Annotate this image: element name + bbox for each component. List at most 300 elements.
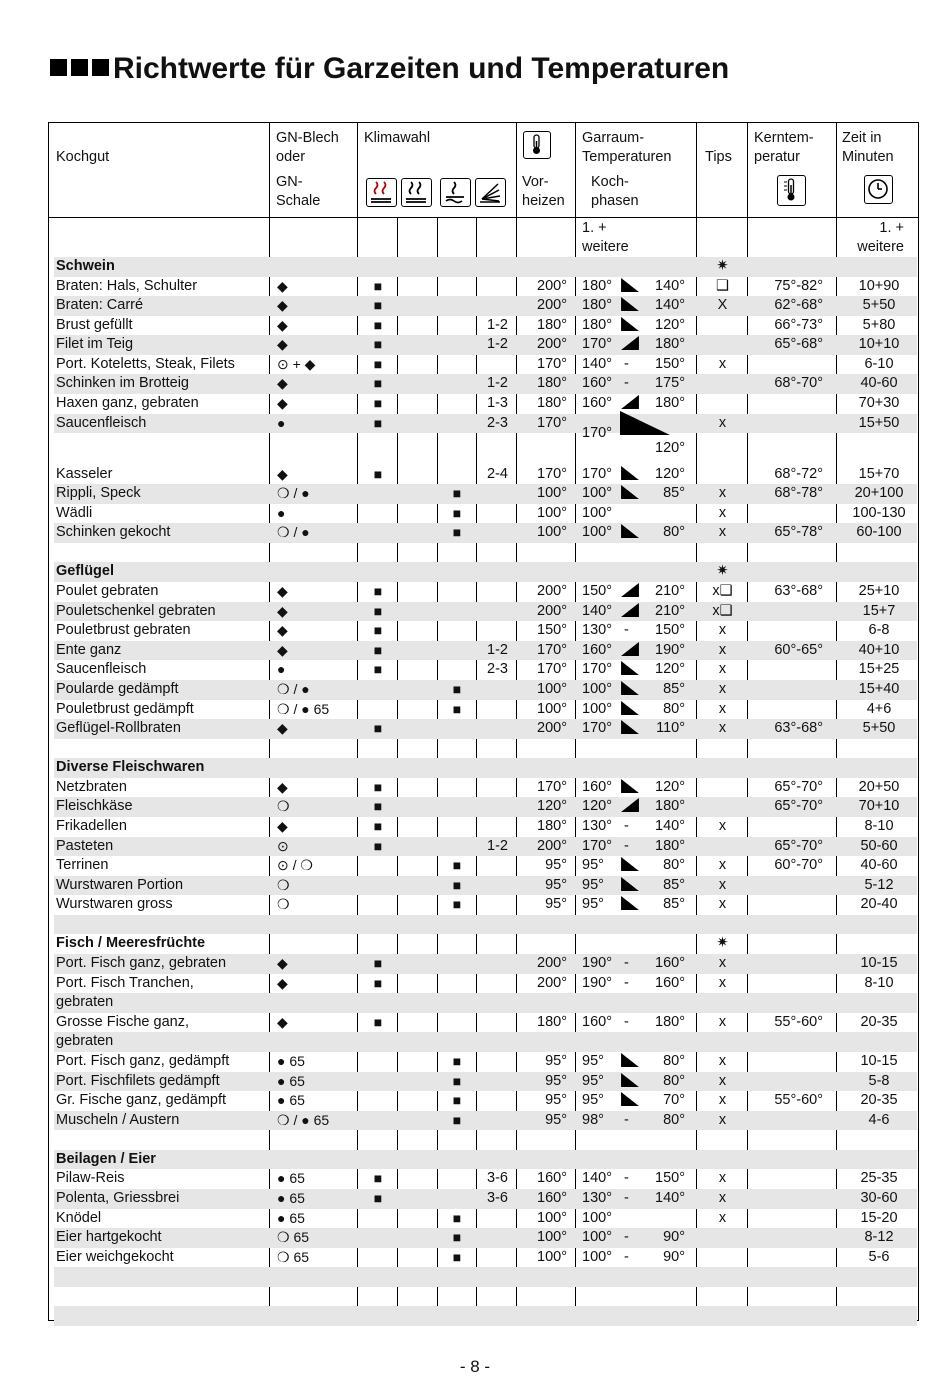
row-tip: x❑ [712,602,733,619]
row-tip: x [718,974,727,991]
row-zeit: 8-12 [864,1229,894,1246]
row-klima-stufe: 2-4 [487,465,508,482]
row-vorheizen: 95° [545,1111,567,1128]
row-gn-symbol: ❍ / ● [277,524,310,541]
row-tip: x [718,1092,727,1109]
row-kerntemperatur: 65°-70° [774,798,823,815]
row-kochgut: Ente ganz [56,641,122,658]
row-ramp [620,1091,640,1111]
row-temp-start: 160° [582,395,612,412]
row-klima-stufe: 2-3 [487,414,508,431]
row-temp-end: 85° [663,485,685,502]
row-ramp [620,660,640,680]
row-gn-symbol: ● 65 [277,1170,305,1187]
row-temp-start: 98° [582,1111,604,1128]
row-temp-end: 120° [655,439,685,456]
row-klima-symbol: ■ [373,641,383,658]
row-temp-start: 170° [582,720,612,737]
row-temp-end: 85° [663,680,685,697]
row-temp-dash: - [624,1111,629,1128]
header-garraum: Garraum- [582,130,645,146]
row-vorheizen: 100° [537,485,567,502]
subheader-zeit: weitere [857,239,904,255]
row-gn-symbol: ● [277,661,286,678]
row-vorheizen: 180° [537,817,567,834]
thermometer-icon [523,131,551,159]
row-vorheizen: 170° [537,414,567,431]
row-stripe [54,915,917,935]
ramp-down-icon [620,277,640,293]
row-temp-start: 160° [582,778,612,795]
row-kerntemperatur: 68°-70° [774,375,823,392]
row-temp-end: 175° [655,375,685,392]
row-kochgut: Eier hartgekocht [56,1229,162,1246]
ramp-down-icon [620,660,640,676]
row-vorheizen: 200° [537,583,567,600]
row-kochgut: Pouletbrust gebraten [56,622,191,639]
row-temp-start: 100° [582,504,612,521]
row-zeit: 70+10 [858,798,900,815]
row-vorheizen: 170° [537,465,567,482]
row-tip: ❑ [716,277,729,294]
row-temp-start: 140° [582,1170,612,1187]
row-klima-symbol: ■ [452,504,462,521]
row-kochgut: Port. Fischfilets gedämpft [56,1072,220,1089]
ramp-down-icon [620,700,640,716]
row-vorheizen: 95° [545,876,567,893]
row-vorheizen: 170° [537,661,567,678]
row-zeit: 20-40 [860,896,898,913]
row-kerntemperatur: 65°-70° [774,778,823,795]
header-kochphasen: Koch- [591,174,629,190]
row-ramp [620,1072,640,1092]
row-zeit: 25+10 [858,583,900,600]
row-ramp [620,1052,640,1072]
ramp-up-icon [620,335,640,351]
row-kochgut: gebraten [56,1033,114,1050]
row-tip: x [718,720,727,737]
row-ramp [620,778,640,798]
row-kerntemperatur: 75°-82° [774,277,823,294]
row-temp-end: 150° [655,355,685,372]
row-klima-symbol: ■ [373,355,383,372]
row-zeit: 15+50 [858,414,900,431]
row-vorheizen: 180° [537,316,567,333]
row-zeit: 4+6 [866,700,892,717]
row-klima-symbol: ■ [373,414,383,431]
row-kochgut: Haxen ganz, gebraten [56,395,199,412]
ramp-down-icon [620,778,640,794]
row-kerntemperatur: 68°-78° [774,485,823,502]
ramp-down-icon [620,719,640,735]
row-temp-dash: - [624,355,629,372]
row-klima-symbol: ■ [373,798,383,815]
row-temp-end: 120° [655,465,685,482]
row-zeit: 5+80 [862,316,896,333]
row-tip: x [718,641,727,658]
row-temp-start: 100° [582,1209,612,1226]
row-tip: x [718,876,727,893]
row-ramp [620,856,640,876]
row-klima-symbol: ■ [373,817,383,834]
row-stripe [54,1228,917,1248]
row-kochgut: Pouletschenkel gebraten [56,602,216,619]
row-temp-start: 95° [582,896,604,913]
row-kochgut: Fleischkäse [56,798,133,815]
row-vorheizen: 100° [537,524,567,541]
row-kerntemperatur: 65°-70° [774,837,823,854]
row-temp-dash: - [624,974,629,991]
row-temp-start: 130° [582,1190,612,1206]
row-temp-end: 110° [656,720,685,737]
header-kerntemperatur: peratur [754,149,800,165]
row-tip: x [718,414,727,431]
ramp-up-icon [620,394,640,410]
row-temp-end: 80° [663,700,685,717]
row-zeit: 8-10 [864,974,894,991]
row-gn-symbol: ◆ [277,277,288,294]
row-ramp [619,410,671,443]
row-temp-end: 210° [655,602,685,619]
row-tip: x [718,955,727,972]
row-temp-end: 180° [655,837,685,854]
row-temp-start: 140° [582,602,612,619]
row-tip: ✷ [716,563,729,580]
ramp-down-icon [620,1091,640,1107]
row-temp-dash: - [624,955,629,972]
row-ramp [620,680,640,700]
row-temp-start: 95° [582,1052,604,1069]
row-ramp [620,602,640,622]
ramp-up-icon [620,582,640,598]
row-zeit: 40-60 [860,857,898,874]
row-temp-start: 170° [582,336,612,353]
row-klima-symbol: ■ [452,680,462,697]
ramp-down-icon [620,1052,640,1068]
row-stripe [54,1150,917,1170]
row-tip: x [718,485,727,502]
ramp-down-icon [620,296,640,312]
row-kochgut: Polenta, Griessbrei [56,1190,180,1206]
row-temp-start: 100° [582,1248,612,1265]
row-kochgut: Wurstwaren gross [56,896,173,913]
row-gn-symbol: ◆ [277,602,288,619]
row-vorheizen: 180° [537,1013,567,1030]
row-kochgut: Braten: Hals, Schulter [56,277,198,294]
row-klima-symbol: ■ [373,661,383,678]
row-zeit: 10-15 [860,955,898,972]
row-stripe [54,680,917,700]
row-temp-start: 100° [582,1229,612,1246]
page-number: - 8 - [459,1357,491,1376]
row-kochgut: Saucenfleisch [56,661,147,678]
row-kochgut: Poulet gebraten [56,583,159,600]
row-temp-dash: - [624,622,629,639]
row-temp-end: 180° [655,1013,685,1030]
row-stripe [54,876,917,896]
row-temp-start: 160° [582,375,612,392]
row-temp-dash: - [624,375,629,392]
row-klima-symbol: ■ [452,700,462,717]
row-kochgut: Muscheln / Austern [56,1111,180,1128]
row-gn-symbol: ◆ [277,375,288,392]
row-kochgut: Port. Koteletts, Steak, Filets [56,355,235,372]
row-klima-symbol: ■ [452,485,462,502]
header-kochphasen: phasen [591,193,639,209]
row-tip: x [718,700,727,717]
row-gn-symbol: ◆ [277,297,288,314]
row-zeit: 20+100 [854,485,904,502]
row-kochgut: gebraten [56,994,114,1011]
header-gn: Schale [276,193,321,209]
row-tip: x [718,857,727,874]
row-temp-start: 95° [582,857,604,874]
row-tip: x [718,1013,727,1030]
row-zeit: 5-6 [868,1248,890,1265]
row-temp-start: 170° [582,465,612,482]
row-temp-start: 170° [582,661,612,678]
row-zeit: 10+10 [858,336,900,353]
row-temp-dash: - [624,1248,629,1265]
row-kerntemperatur: 63°-68° [774,583,823,600]
row-kerntemperatur: 55°-60° [774,1092,823,1109]
row-kochgut: Wädli [56,504,93,521]
row-kochgut: Geflügel-Rollbraten [56,720,181,737]
row-zeit: 5-12 [864,876,894,893]
row-klima-symbol: ■ [373,336,383,353]
row-klima-stufe: 1-2 [487,336,508,353]
row-zeit: 100-130 [852,504,906,521]
row-gn-symbol: ❍ / ● 65 [277,700,330,717]
ramp-down-icon [620,1072,640,1088]
row-temp-start: 120° [582,798,612,815]
row-ramp [620,876,640,896]
row-klima-symbol: ■ [373,955,383,972]
ramp-up-icon [620,602,640,618]
row-tip: x [718,504,727,521]
row-kochgut: Pasteten [56,837,114,854]
row-kerntemperatur: 55°-60° [774,1013,823,1030]
row-klima-stufe: 1-2 [487,375,508,392]
row-zeit: 40+10 [858,641,900,658]
row-zeit: 15-20 [860,1209,898,1226]
row-gn-symbol: ◆ [277,465,288,482]
row-gn-symbol: ◆ [277,641,288,658]
row-tip: ✷ [716,935,729,952]
row-klima-symbol: ■ [373,1170,383,1187]
row-kochgut: Grosse Fische ganz, [56,1013,189,1030]
row-klima-symbol: ■ [452,1248,462,1265]
row-klima-symbol: ■ [452,1209,462,1226]
row-gn-symbol: ● 65 [277,1190,305,1206]
row-zeit: 40-60 [860,375,898,392]
row-gn-symbol: ❍ [277,896,290,913]
clock-icon [864,175,893,204]
row-tip: x [718,680,727,697]
cooking-table [48,122,919,1321]
row-ramp [620,582,640,602]
row-temp-start: 160° [582,641,612,658]
row-zeit: 20+50 [858,778,900,795]
row-zeit: 6-8 [868,622,890,639]
row-kochgut: Saucenfleisch [56,414,147,431]
row-klima-stufe: 1-2 [487,641,508,658]
row-vorheizen: 200° [537,720,567,737]
row-temp-end: 70° [663,1092,685,1109]
row-vorheizen: 200° [537,277,567,294]
row-ramp [620,895,640,915]
row-tip: x [718,1209,727,1226]
row-klima-symbol: ■ [373,837,383,854]
row-kochgut: Poularde gedämpft [56,680,179,697]
row-vorheizen: 120° [537,798,567,815]
subheader-kochphasen: weitere [582,239,629,255]
header-kochgut: Kochgut [56,149,110,165]
row-ramp [620,296,640,316]
row-temp-start: 150° [582,583,612,600]
ramp-down-icon [620,523,640,539]
row-zeit: 30-60 [860,1190,898,1206]
row-vorheizen: 180° [537,375,567,392]
header-tips: Tips [705,149,732,165]
row-ramp [620,641,640,661]
row-gn-symbol: ❍ [277,798,290,815]
header-vorheizen: heizen [522,193,565,209]
ramp-up-icon [620,641,640,657]
row-klima-stufe: 1-2 [487,837,508,854]
row-temp-dash: - [624,1170,629,1187]
row-temp-end: 180° [655,336,685,353]
row-klima-symbol: ■ [452,1052,462,1069]
row-temp-end: 190° [655,641,685,658]
row-klima-symbol: ■ [373,778,383,795]
row-klima-symbol: ■ [373,395,383,412]
row-kochgut: Eier weichgekocht [56,1248,174,1265]
row-klima-symbol: ■ [452,876,462,893]
row-temp-end: 180° [655,395,685,412]
row-kochgut: Wurstwaren Portion [56,876,184,893]
row-zeit: 10-15 [860,1052,898,1069]
row-klima-symbol: ■ [373,602,383,619]
row-zeit: 20-35 [860,1092,898,1109]
row-vorheizen: 95° [545,857,567,874]
row-vorheizen: 95° [545,1052,567,1069]
row-temp-end: 210° [655,583,685,600]
row-temp-end: 160° [655,955,685,972]
row-kochgut: Port. Fisch ganz, gebraten [56,955,227,972]
ramp-up-icon [620,797,640,813]
row-ramp [620,484,640,504]
row-vorheizen: 95° [545,896,567,913]
steam-heat-icon [366,178,397,207]
row-klima-symbol: ■ [373,297,383,314]
row-stripe [54,562,917,582]
row-ramp [620,316,640,336]
row-tip: x [718,896,727,913]
row-kerntemperatur: 68°-72° [774,465,823,482]
row-kochgut: Rippli, Speck [56,485,141,502]
row-temp-end: 90° [663,1229,685,1246]
row-tip: x [718,355,727,372]
row-vorheizen: 100° [537,680,567,697]
row-stripe [54,1032,917,1052]
row-ramp [620,523,640,543]
row-klima-symbol: ■ [452,1072,462,1089]
row-gn-symbol: ● [277,504,286,521]
row-klima-stufe: 3-6 [487,1190,508,1206]
ramp-down-icon [620,465,640,481]
row-gn-symbol: ● [277,414,286,431]
ramp-down-icon [620,316,640,332]
section-heading: Diverse Fleischwaren [56,759,205,776]
row-kochgut: Netzbraten [56,778,127,795]
row-gn-symbol: ◆ [277,622,288,639]
row-kochgut: Schinken gekocht [56,524,171,541]
row-klima-symbol: ■ [373,583,383,600]
row-klima-symbol: ■ [373,316,383,333]
row-kerntemperatur: 62°-68° [774,297,823,314]
row-temp-start: 190° [582,955,612,972]
ramp-down-icon [620,876,640,892]
row-temp-dash: - [624,1013,629,1030]
row-vorheizen: 100° [537,1209,567,1226]
row-vorheizen: 100° [537,1248,567,1265]
row-temp-start: 180° [582,297,612,314]
row-gn-symbol: ◆ [277,316,288,333]
row-temp-start: 170° [582,424,612,441]
row-vorheizen: 200° [537,837,567,854]
row-kochgut: Schinken im Brotteig [56,375,189,392]
row-gn-symbol: ❍ / ● [277,680,310,697]
header-vorheizen: Vor- [522,174,549,190]
row-temp-start: 140° [582,355,612,372]
row-kochgut: Port. Fisch Tranchen, [56,974,194,991]
header-gn: oder [276,149,306,165]
row-gn-symbol: ● 65 [277,1209,305,1226]
row-temp-end: 80° [663,857,685,874]
row-temp-end: 140° [655,1190,685,1206]
row-gn-symbol: ◆ [277,974,288,991]
row-tip: X [717,297,728,314]
row-temp-start: 180° [582,277,612,294]
row-kochgut: Kasseler [56,465,113,482]
row-temp-end: 90° [663,1248,685,1265]
row-vorheizen: 200° [537,297,567,314]
row-vorheizen: 150° [537,622,567,639]
row-stripe [54,993,917,1013]
row-vorheizen: 200° [537,955,567,972]
row-kochgut: Frikadellen [56,817,127,834]
row-gn-symbol: ❍ / ● 65 [277,1111,330,1128]
row-temp-end: 80° [663,1072,685,1089]
row-vorheizen: 170° [537,641,567,658]
header-gn: GN- [276,174,303,190]
row-gn-symbol: ◆ [277,720,288,737]
section-heading: Beilagen / Eier [56,1150,156,1167]
row-klima-symbol: ■ [373,1013,383,1030]
subheader-zeit: 1. + [879,220,904,236]
row-tip: ✷ [716,258,729,274]
row-vorheizen: 160° [537,1190,567,1206]
row-temp-end: 120° [655,661,685,678]
row-kerntemperatur: 65°-78° [774,524,823,541]
section-heading: Geflügel [56,563,115,580]
row-kochgut: Gr. Fische ganz, gedämpft [56,1092,227,1109]
row-gn-symbol: ⊙ [277,837,289,854]
ramp-down-icon [620,895,640,911]
row-kerntemperatur: 60°-70° [774,857,823,874]
row-zeit: 5+50 [862,720,896,737]
